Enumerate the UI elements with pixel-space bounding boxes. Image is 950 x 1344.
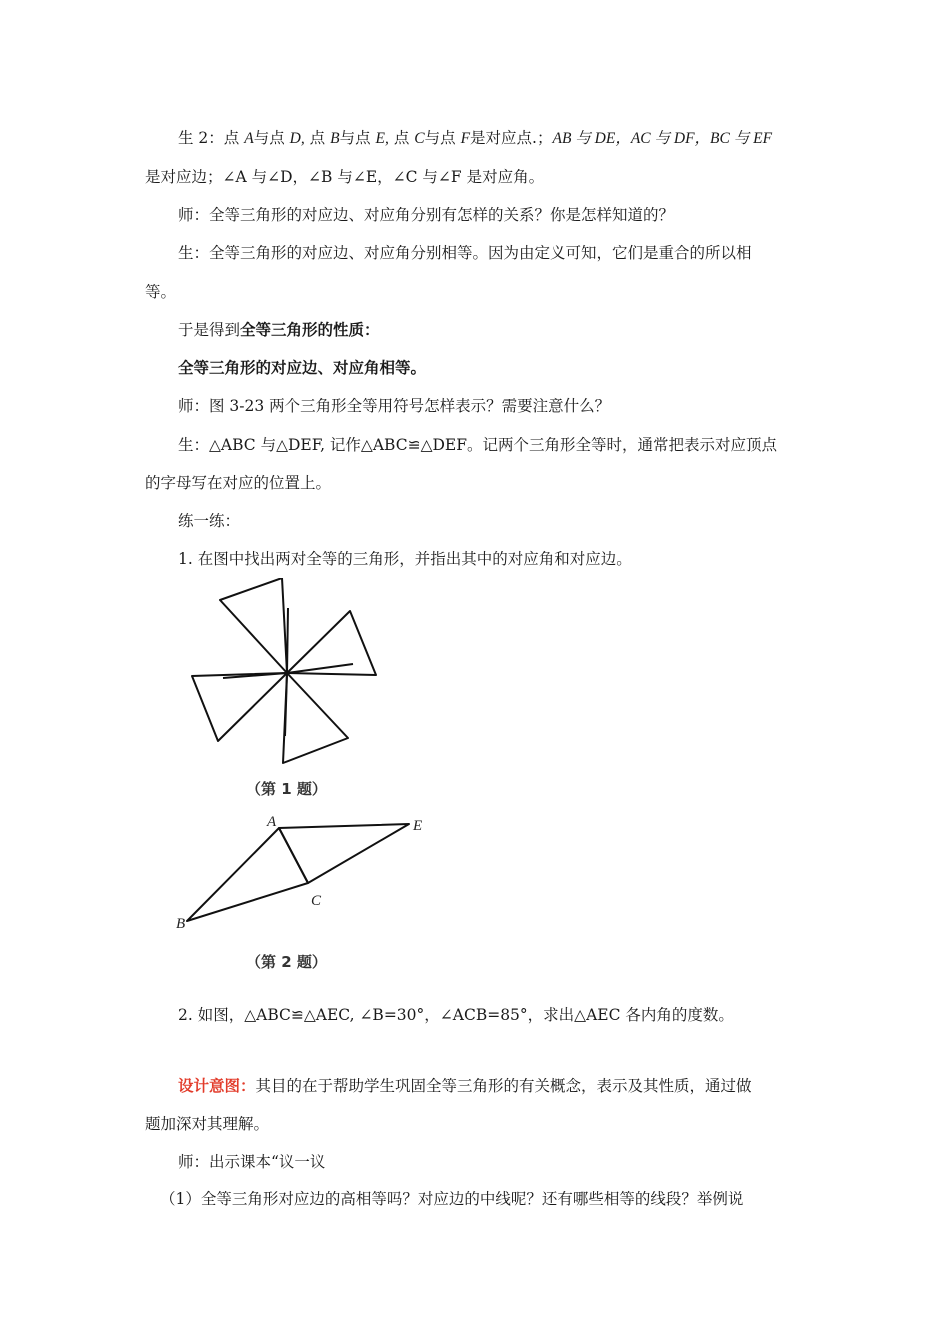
text-seg: B <box>330 130 340 147</box>
vertex-label-a: A <box>267 814 277 830</box>
property-statement: 全等三角形的对应边、对应角相等。 <box>178 358 427 377</box>
para-line-16: 师：出示课本“议一议 <box>178 1153 326 1171</box>
triangle-top <box>220 578 287 673</box>
vertex-label-b: B <box>176 916 186 932</box>
text-seg: D, <box>289 130 305 147</box>
text-seg: A <box>244 130 254 147</box>
para-line-9: 生：△ABC 与△DEF, 记作△ABC≌△DEF。记两个三角形全等时，通常把表示对应顶点 <box>178 436 777 454</box>
para-line-4: 生：全等三角形的对应边、对应角分别相等。因为由定义可知，它们是重合的所以相 <box>178 244 752 262</box>
para-line-15: 题加深对其理解。 <box>145 1115 270 1133</box>
design-intent-text: 其目的在于帮助学生巩固全等三角形的有关概念，表示及其性质，通过做 <box>255 1077 752 1095</box>
para-line-10: 的字母写在对应的位置上。 <box>145 474 332 492</box>
figure-1-caption: （第 1 题） <box>246 780 327 798</box>
para-line-8: 师：图 3-23 两个三角形全等用符号怎样表示？需要注意什么？ <box>178 397 611 415</box>
design-intent <box>178 1076 752 1096</box>
text-seg: 与点 <box>424 129 456 147</box>
text-seg: 于是得到 <box>178 321 241 339</box>
exercise-1: 1. 在图中找出两对全等的三角形，并指出其中的对应角和对应边。 <box>178 550 632 568</box>
text-seg: 生 2：点 <box>178 129 240 147</box>
spoke-down <box>285 673 287 736</box>
text-seg: 与点 <box>253 129 285 147</box>
text-seg: 是对应点.； <box>470 129 553 147</box>
spoke-up <box>287 608 288 673</box>
exercise-2: 2. 如图，△ABC≌△AEC, ∠B=30°，∠ACB=85°，求出△AEC 各内角的度数。 <box>178 1006 734 1024</box>
property-heading: 全等三角形的性质： <box>240 320 380 339</box>
figure-2-triangles <box>170 812 440 977</box>
triangle-bottom <box>283 673 348 763</box>
para-line-1 <box>178 128 772 149</box>
para-line-2: 是对应边；∠A 与∠D，∠B 与∠E，∠C 与∠F 是对应角。 <box>145 168 545 186</box>
triangle-abc <box>187 828 308 921</box>
text-seg: F <box>460 130 471 147</box>
figure-2-caption: （第 2 题） <box>246 953 327 971</box>
vertex-label-c: C <box>311 893 322 909</box>
para-line-6 <box>178 320 380 340</box>
text-seg: 点 <box>309 129 326 147</box>
triangle-left <box>192 673 287 741</box>
practice-heading: 练一练： <box>178 512 241 530</box>
text-seg: E, <box>375 130 389 147</box>
figure-1-pinwheel <box>180 578 380 808</box>
triangle-right <box>287 611 376 675</box>
para-line-3: 师：全等三角形的对应边、对应角分别有怎样的关系？你是怎样知道的？ <box>178 206 675 224</box>
vertex-label-e: E <box>413 818 423 834</box>
design-intent-label: 设计意图： <box>178 1076 256 1095</box>
text-seg: 与点 <box>339 129 371 147</box>
triangle-aec <box>279 824 409 883</box>
question-1: （1）全等三角形对应边的高相等吗？对应边的中线呢？还有哪些相等的线段？举例说 <box>160 1190 744 1208</box>
para-line-5: 等。 <box>145 283 177 301</box>
text-seg: AB 与 DE，AC 与 DF，BC 与 EF <box>552 130 773 147</box>
text-seg: 点 <box>393 129 410 147</box>
spoke-right <box>287 664 353 673</box>
text-seg: C <box>414 130 425 147</box>
